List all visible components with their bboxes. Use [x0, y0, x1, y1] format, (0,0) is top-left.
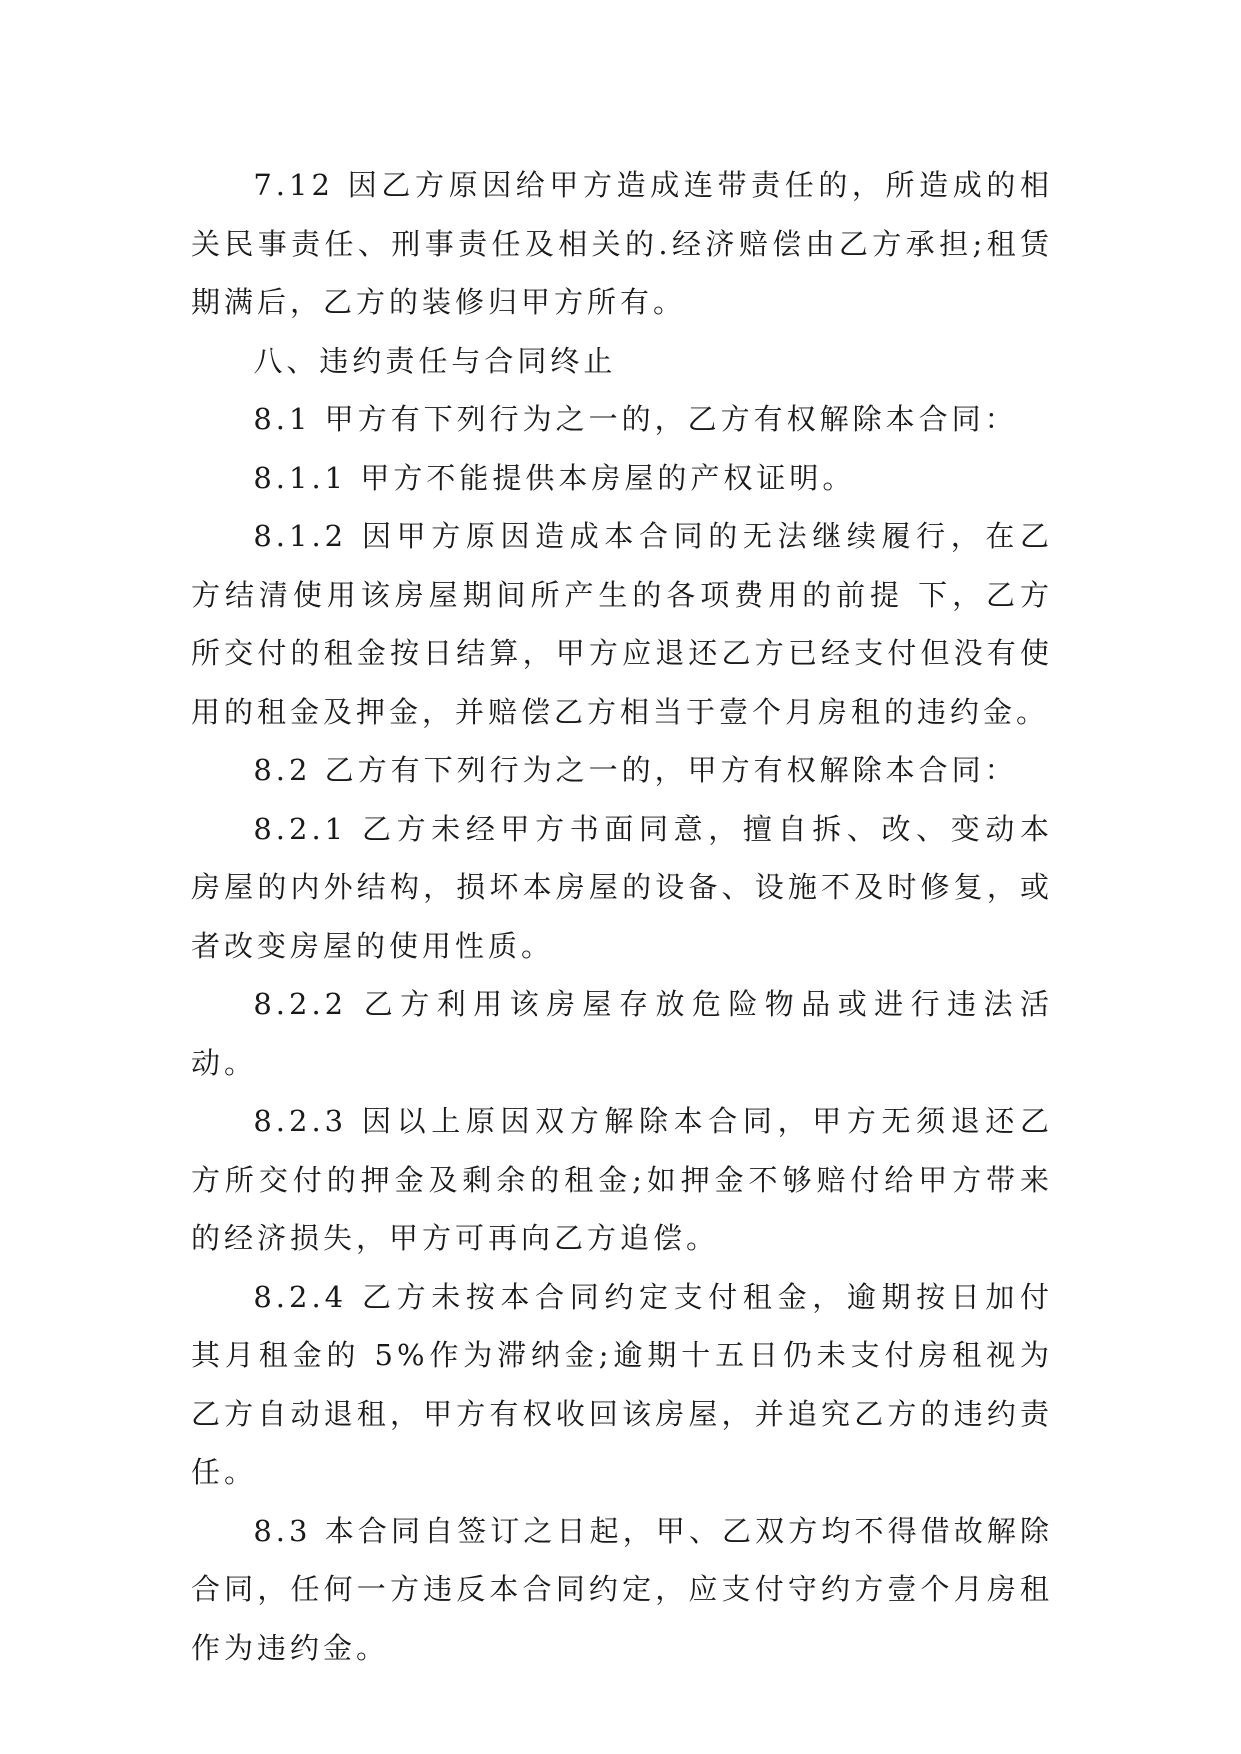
document-page [191, 156, 1053, 1677]
section-heading-8: 八、违约责任与合同终止 [253, 343, 617, 378]
paragraph-8-1: 8.1 甲方有下列行为之一的，乙方有权解除本合同： [253, 402, 1018, 436]
paragraph-8-1-1: 8.1.1 甲方不能提供本房屋的产权证明。 [253, 460, 856, 495]
paragraph-8-1-2: 8.1.2 因甲方原因造成本合同的无法继续履行，在乙方结清使用该房屋期间所产生的各项费用的前提 下，乙方所交付的租金按日结算，甲方应退还乙方已经支付但没有使用的租金及押金，并赔偿乙方相当于壹个月房租的违约金。 [191, 519, 1053, 729]
paragraph-8-3: 8.3 本合同自签订之日起，甲、乙双方均不得借故解除合同，任何一方违反本合同约定，应支付守约方壹个月房租作为违约金。 [191, 1513, 1053, 1665]
paragraph-8-2: 8.2 乙方有下列行为之一的，甲方有权解除本合同： [253, 753, 1018, 787]
paragraph-8-2-4: 8.2.4 乙方未按本合同约定支付租金，逾期按日加付其月租金的 5%作为滞纳金;逾期十五日仍未支付房租视为乙方自动退租，甲方有权收回该房屋，并追究乙方的违约责任。 [191, 1279, 1053, 1489]
paragraph-8-2-1: 8.2.1 乙方未经甲方书面同意，擅自拆、改、变动本房屋的内外结构，损坏本房屋的设备、设施不及时修复，或者改变房屋的使用性质。 [191, 811, 1053, 963]
paragraph-8-2-2: 8.2.2 乙方利用该房屋存放危险物品或进行违法活动。 [191, 987, 1053, 1080]
paragraph-8-2-3: 8.2.3 因以上原因双方解除本合同，甲方无须退还乙方所交付的押金及剩余的租金;如押金不够赔付给甲方带来的经济损失，甲方可再向乙方追偿。 [191, 1104, 1053, 1255]
paragraph-7-12: 7.12 因乙方原因给甲方造成连带责任的，所造成的相关民事责任、刑事责任及相关的.经济赔偿由乙方承担;租赁期满后，乙方的装修归甲方所有。 [191, 168, 1053, 319]
